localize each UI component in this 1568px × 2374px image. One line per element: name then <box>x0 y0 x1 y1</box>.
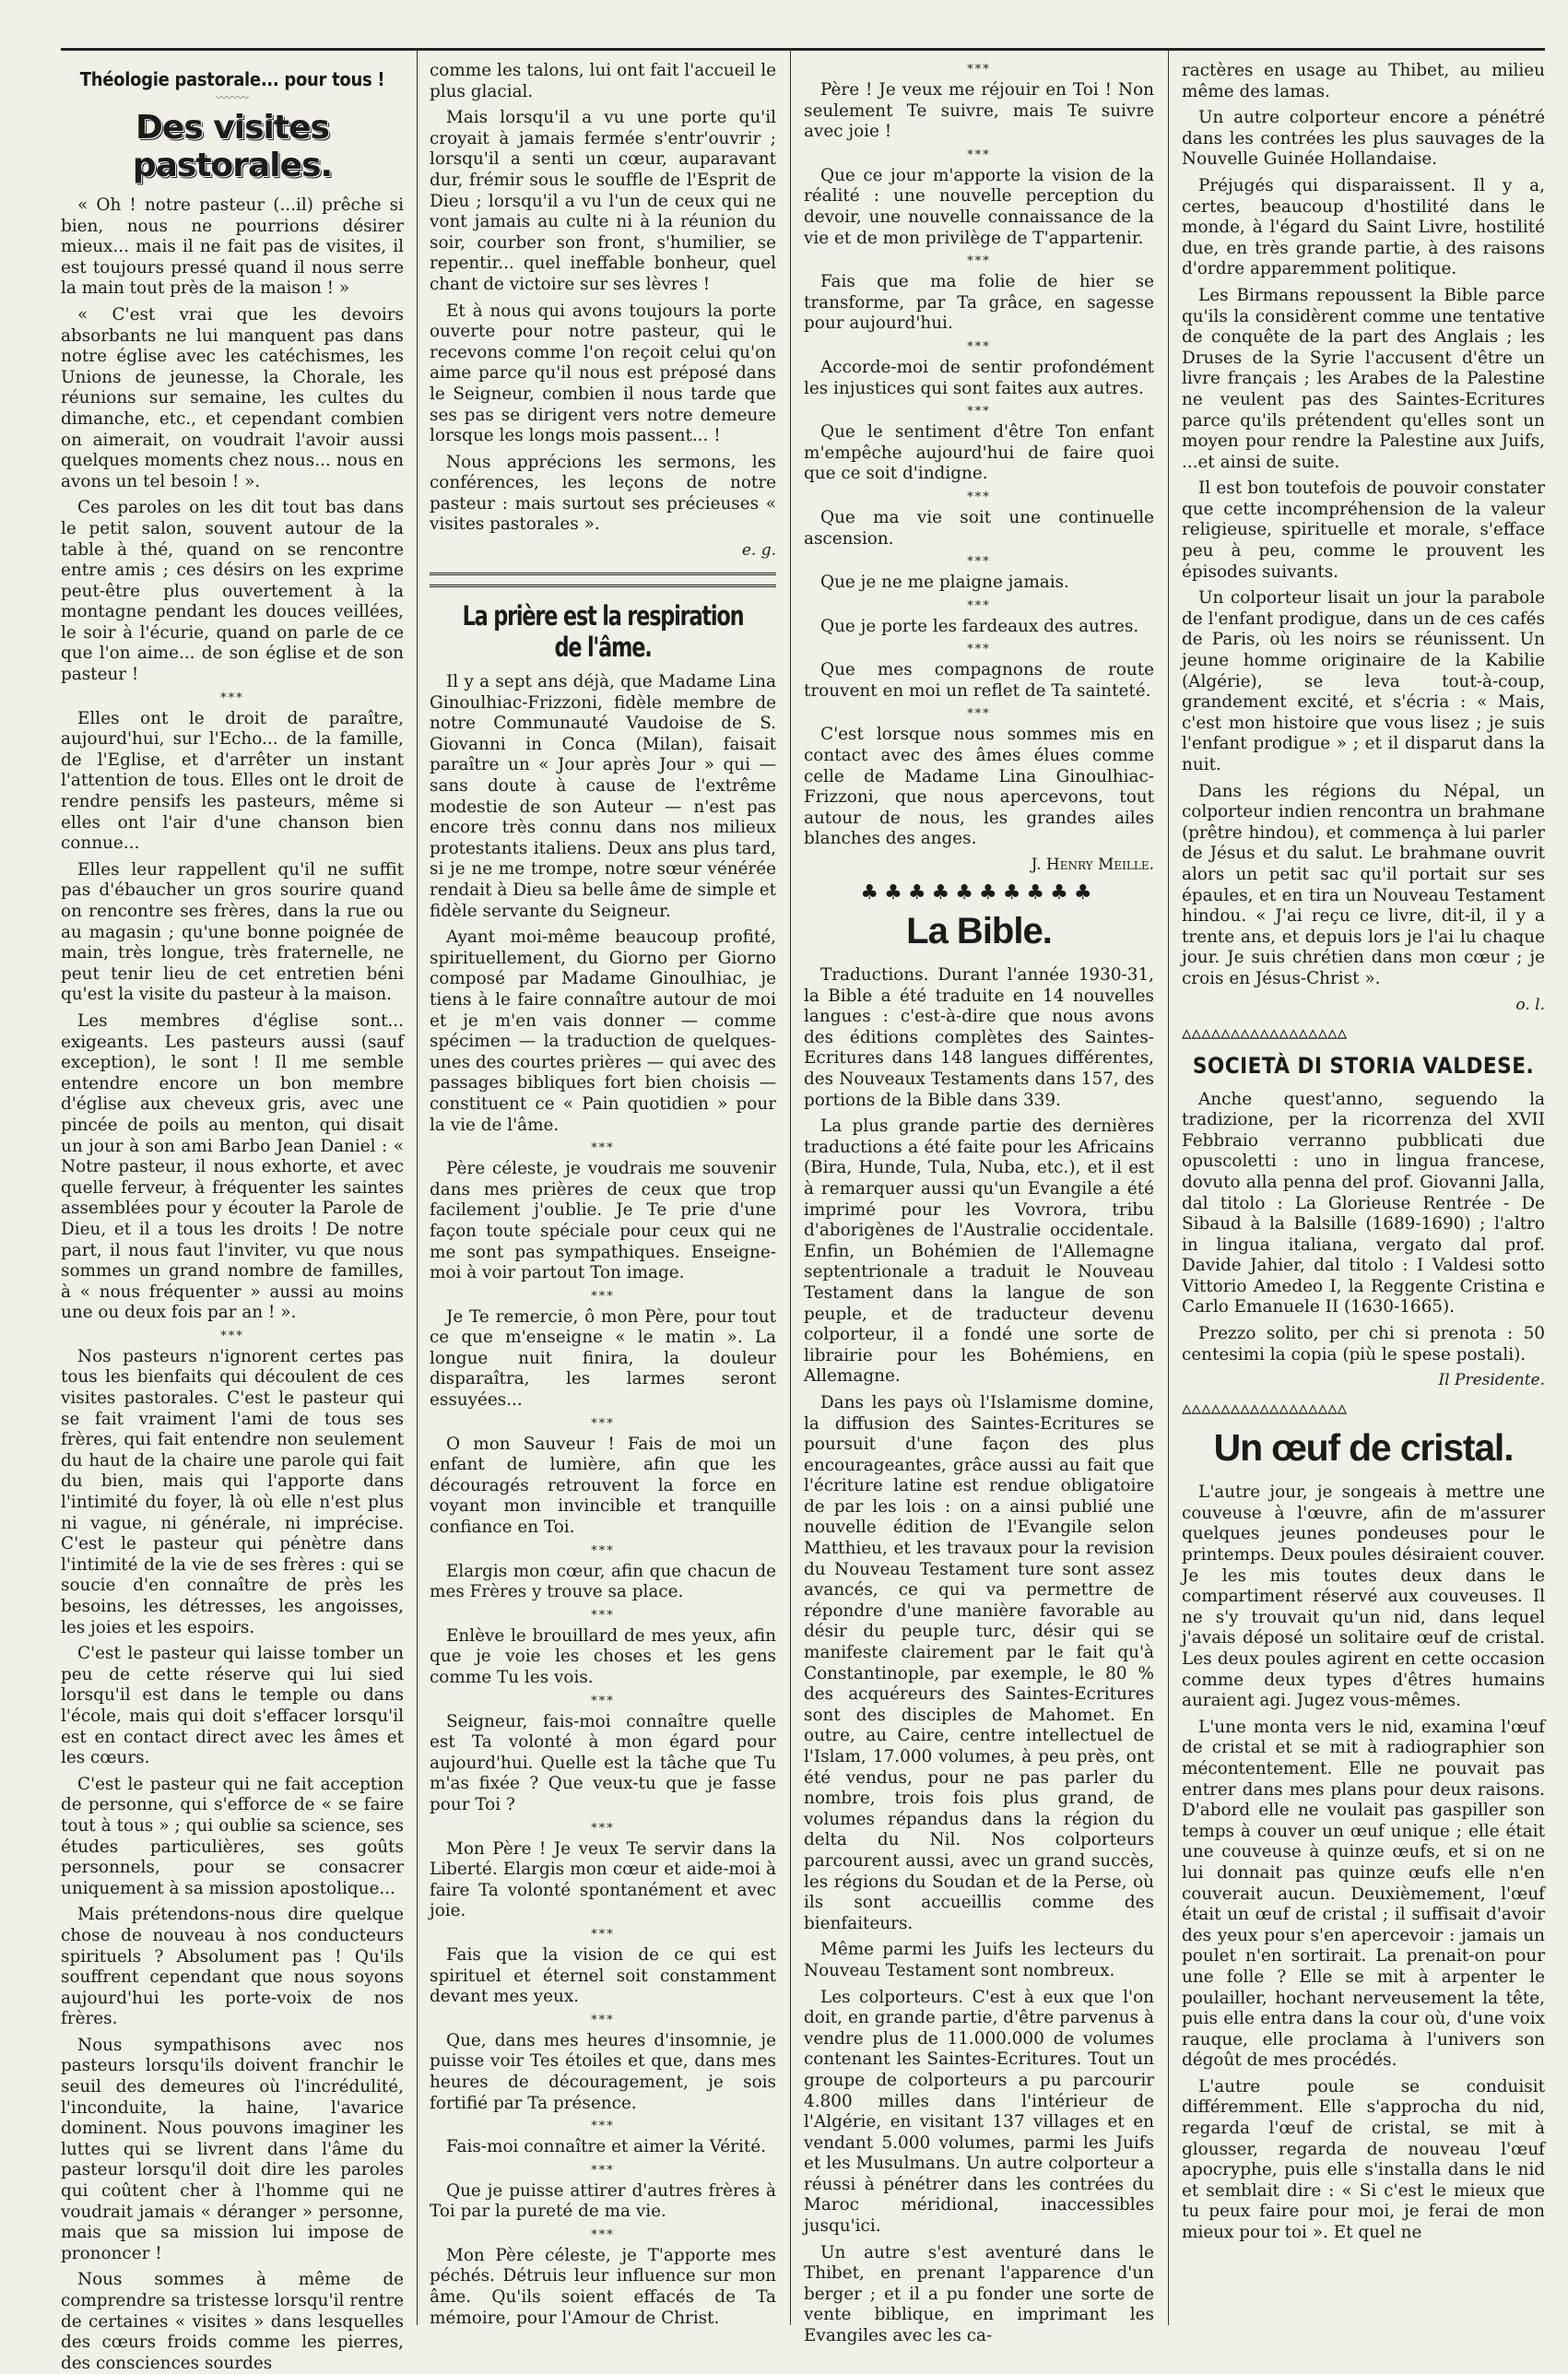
section-stars: *** <box>591 2227 615 2242</box>
paragraph: Dans les pays où l'Islamisme domine, la diffusion des Saintes-Ecritures se poursuit d'une façon des plus encourageantes, grâce aussi au fait que l'écriture latine est rendue obligatoire de par les lois : on a ainsi publié une nouvelle édition de l'Evangile selon Matthieu, et les travaux pour la revision du Nouveau Testament ture sont assez avancés, ce qui va permettre de répondre d'une manière favorable au désir du peuple turc, désir qui se manifeste clairement par le fait qu'à Constantinople, par exemple, le 80 % des acquéreurs des Saintes-Ecritures sont des disciples de Mahomet. En outre, au Caire, centre intellectuel de l'Islam, 17.000 volumes, à peu près, ont été vendus, pour ne pas parler du nombre, trois fois plus grand, de volumes répandus dans la région du delta du Nil. Nos colporteurs parcourent aussi, avec un grand succès, les régions du Soudan et de la Perse, où ils sont accueillis comme des bienfaiteurs. <box>804 1392 1154 1933</box>
section-stars: *** <box>967 490 991 504</box>
section-stars: *** <box>591 2013 615 2027</box>
section-stars: *** <box>967 555 991 570</box>
section-stars: *** <box>591 1608 615 1623</box>
paragraph: Traductions. Durant l'année 1930-31, la Bible a été traduite en 14 nouvelles langues : c'est-à-dire que nous avons des éditions complètes des Saintes-Ecritures dans 148 langues différentes, des Nouveaux Testaments dans 157, des portions de la Bible dans 339. <box>804 965 1154 1110</box>
column-rule <box>417 48 418 2325</box>
paragraph: L'autre jour, je songeais à mettre une couveuse à l'œuvre, afin de m'assurer quelques jeunes pondeuses pour le printemps. Deux poules désiraient couver. Je les mis toutes deux dans le compartiment réservé aux couveuses. Il ne s'y trouvait qu'un nid, dans lequel j'avais déposé un solitaire œuf de cristal. Les deux poules agirent en cette occasion comme deux types d'êtres humains auraient agi. Jugez vous-mêmes. <box>1182 1482 1546 1711</box>
section-stars: *** <box>967 254 991 269</box>
section-stars: *** <box>967 405 991 419</box>
paragraph: Mais lorsqu'il a vu une porte qu'il croyait à jamais fermée s'entr'ouvrir ; lorsqu'il a senti un cœur, auparavant dur, frémir sous le souffle de l'Esprit de Dieu ; lorsqu'il a vu l'un de ceux qui ne vont jamais au culte ni à la réunion du soir, courber son front, s'humilier, se repentir... quel ineffable bonheur, quel chant de victoire sur ses lèvres ! <box>430 108 776 294</box>
prayer: Mon Père ! Je veux Te servir dans la Liberté. Elargis mon cœur et aide-moi à faire Ta volonté spontanément et avec joie. <box>430 1838 776 1921</box>
prayer: Que je puisse attirer d'autres frères à Toi par la pureté de ma vie. <box>430 2180 776 2222</box>
article-title: La Bible. <box>906 911 1052 952</box>
prayer: Que mes compagnons de route trouvent en moi un reflet de Ta sainteté. <box>804 660 1154 701</box>
section-stars: *** <box>591 2120 615 2134</box>
paragraph: Dans les régions du Népal, un colporteur indien rencontra un brahmane (prêtre hindou), et commença à lui parler de Jésus et du salut. Le brahmane ouvrit alors un petit sac qu'il portait sur ses épaules, et en tira un Nouveau Testament hindou. « J'ai reçu ce livre, dit-il, il y a trente ans, et depuis lors je l'ai lu chaque jour. Je suis chrétien dans mon cœur ; je crois en Jésus-Christ ». <box>1182 781 1545 988</box>
paragraph: « Oh ! notre pasteur (...il) prêche si bien, nous ne pourrions désirer mieux... mais il ne fait pas de visites, il est toujours pressé quand il nous serre la main tout près de la maison ! » <box>61 195 404 299</box>
paragraph: C'est le pasteur qui laisse tomber un peu de cette réserve qui lui sied lorsqu'il est dans le temple ou dans l'école, mais qui doit s'effacer lorsqu'il est en contact direct avec les âmes et les cœurs. <box>61 1644 404 1768</box>
paragraph: C'est lorsque nous sommes mis en contact avec des âmes élues comme celle de Madame Lina Ginoulhiac-Frizzoni, que nous apercevons, tout autour de nous, les grandes ailes blanches des anges. <box>804 725 1154 849</box>
prayer: Elargis mon cœur, afin que chacun de mes Frères y trouve sa place. <box>430 1561 776 1602</box>
prayer: Enlève le brouillard de mes yeux, afin que je voie les choses et les gens comme Tu les vois. <box>430 1625 776 1687</box>
prayer: Seigneur, fais-moi connaître quelle est Ta volonté à mon égard pour aujourd'hui. Quelle est la tâche que Tu m'as fixée ? Que veux-tu que je fasse pour Toi ? <box>430 1711 776 1814</box>
ornament-bar <box>430 573 776 587</box>
wavy-divider: 〰〰〰 <box>215 91 249 104</box>
paragraph: Un autre colporteur encore a pénétré dans les contrées les plus sauvages de la Nouvelle Guinée Hollandaise. <box>1182 108 1545 170</box>
prayer: Que ce jour m'apporte la vision de la réalité : une nouvelle perception du devoir, une nouvelle connaissance de la vie et de mon privilège de T'appartenir. <box>804 165 1154 248</box>
signature: o. l. <box>1515 995 1545 1014</box>
prayer: Mon Père céleste, je T'apporte mes péchés. Détruis leur influence sur mon âme. Qu'ils soient effacés de Ta mémoire, pour l'Amour de Christ. <box>430 2245 776 2328</box>
section-stars: *** <box>591 1543 615 1558</box>
prayer: Je Te remercie, ô mon Père, pour tout ce que m'enseigne « le matin ». La longue nuit finira, la douleur disparaîtra, les larmes seront essuyées... <box>430 1306 776 1411</box>
paragraph: L'autre poule se conduisit différemment. Elle s'approcha du nid, regarda l'œuf de cristal, se mit à glousser, regarda de nouveau l'œuf apocryphe, puis elle s'installa dans le nid et semblait dire : « Si c'est le mieux que tu peux faire pour moi, je ferai de mon mieux pour toi ». Et quel ne <box>1182 2076 1545 2243</box>
section-stars: *** <box>591 1694 615 1708</box>
article-title: SOCIETÀ DI STORIA VALDESE. <box>1192 1052 1535 1079</box>
prayer: Que je porte les fardeaux des autres. <box>820 616 1139 636</box>
paragraph: Nos pasteurs n'ignorent certes pas tous les bienfaits qui découlent de ces visites pastorales. C'est le pasteur qui se fait vraiment l'ami de tous ses frères, qui fait entendre non seulement du haut de la chaire une parole qui fait du bien, mais qui l'apporte dans l'intimité du foyer, là où elle n'est plus ni vague, ni générale, ni imprécise. C'est le pasteur qui pénètre dans l'intimité de la vie de ses frères : qui se soucie d'en connaître de près les besoins, les détresses, les angoisses, les joies et les espoirs. <box>61 1346 404 1637</box>
section-stars: *** <box>591 2163 615 2178</box>
prayer: Que, dans mes heures d'insomnie, je puisse voir Tes étoiles et que, dans mes heures de découragement, je sois fortifié par Ta présence. <box>430 2030 776 2113</box>
section-stars: *** <box>591 1821 615 1836</box>
column-3 <box>804 61 1154 2346</box>
section-stars: *** <box>967 339 991 354</box>
paragraph: Il est bon toutefois de pouvoir constater que cette incompréhension de la valeur religieuse, spirituelle et morale, s'efface peu à peu, comme le prouvent les épisodes suivants. <box>1182 478 1545 582</box>
section-stars: *** <box>591 1927 615 1942</box>
signature: e. g. <box>741 541 776 561</box>
column-rule <box>1168 48 1169 2325</box>
prayer: Fais que ma folie de hier se transforme, par Ta grâce, en sagesse pour aujourd'hui. <box>804 272 1154 334</box>
prayer: Père céleste, je voudrais me souvenir dans mes prières de ceux que trop facilement j'oublie. Je Te prie d'une façon toute spéciale pour ceux qui ne me sont pas sympathiques. Enseigne-moi à voir partout Ton image. <box>430 1159 776 1283</box>
section-stars: *** <box>967 148 991 162</box>
top-rule <box>61 48 1545 51</box>
paragraph: Un autre s'est aventuré dans le Thibet, en prenant l'apparence d'un berger ; et il a pu fonder une sorte de vente biblique, en imprimant les Evangiles avec les ca- <box>804 2242 1154 2346</box>
paragraph: Ayant moi-même beaucoup profité, spirituellement, du Giorno per Giorno composé par Madame Ginoulhiac, je tiens à le faire connaître autour de moi et je m'en vais donner — comme spécimen — la traduction de quelques-unes des courtes prières — qui avec des passages bibliques fort bien choisis — constituent ce « Pain quotidien » pour la vie de l'âme. <box>430 927 776 1135</box>
signature: J. Henry Meille. <box>1031 856 1154 875</box>
section-stars: *** <box>967 707 991 722</box>
section-stars: *** <box>967 598 991 613</box>
section-stars: *** <box>220 691 244 705</box>
section-stars: *** <box>967 643 991 657</box>
paragraph: Les membres d'église sont... exigeants. Les pasteurs aussi (sauf exception), le sont ! Il me semble entendre encore un bon membre d'église aux cheveux gris, avec une pincée de poils au menton, qui disait un jour à son ami Barbo Jean Daniel : « Notre pasteur, il nous exhorte, et avec quelle ferveur, à fréquenter les saintes assemblées pour y écouter la Parole de Dieu, et il a tous les droits ! De notre part, il nous faut l'inviter, vu que nous sommes un grand nombre de familles, à « nous fréquenter » aussi au moins une ou deux fois par an ! ». <box>61 1010 404 1323</box>
prayer: Fais que la vision de ce qui est spirituel et éternel soit constamment devant mes yeux. <box>430 1944 776 2007</box>
section-stars: *** <box>591 1416 615 1431</box>
paragraph: L'une monta vers le nid, examina l'œuf de cristal et se mit à radiographier son mécontentement. Elle ne pouvait pas entrer dans mes plans pour deux raisons. D'abord elle ne voulait pas gaspiller son temps à couver un œuf unique ; elle était une couveuse à quinze œufs, et si on ne lui donnait pas quinze œufs elle n'en couverait aucun. Deuxièmement, l'œuf était un œuf de cristal ; il suffisait d'avoir des yeux pour s'en apercevoir : jamais un poulet n'en sortirait. La prenait-on pour une folle ? Elle se mit à arpenter le poulailler, hochant nerveusement la tête, puis elle entra dans la cour où, d'une voix rauque, elle proclama à l'univers son dégoût de mes procédés. <box>1182 1717 1545 2071</box>
paragraph: Les colporteurs. C'est à eux que l'on doit, en grande partie, d'être parvenus à vendre plus de 11.000.000 de volumes contenant les Saintes-Ecritures. Tout un groupe de colporteurs a pu parcourir 4.800 milles dans l'intérieur de l'Algérie, en visitant 137 villages et en vendant 5.000 volumes, parmi les Juifs et les Musulmans. Un autre colporteur a réussi à pénétrer dans les contrées du Maroc méridional, inaccessibles jusqu'ici. <box>804 1987 1154 2237</box>
column-2 <box>430 61 776 2328</box>
section-stars: *** <box>591 1141 615 1156</box>
paragraph: Nous apprécions les sermons, les conférences, les leçons de notre pasteur : mais surtout ses précieuses « visites pastorales ». <box>430 452 776 535</box>
article-title: Un œuf de cristal. <box>1213 1426 1514 1470</box>
triangle-ornament: ▵▵▵▵▵▵▵▵▵▵▵▵▵▵▵▵▵ <box>1182 1397 1348 1420</box>
paragraph: Les Birmans repoussent la Bible parce qu'ils la considèrent comme une tentative de conquête de la part des Anglais ; les Druses de la Syrie l'accusent d'être un livre français ; les Arabes de la Palestine ne veulent pas des Saintes-Ecritures parce qu'ils prétendent qu'elles sont un moyen pour rendre la Palestine aux Juifs, ...et ainsi de suite. <box>1182 285 1545 472</box>
paragraph: Mais prétendons-nous dire quelque chose de nouveau à nos conducteurs spirituels ? Absolument pas ! Qu'ils souffrent cependant que nous soyons aujourd'hui les porte-voix de nos frères. <box>61 1905 404 2029</box>
paragraph: ractères en usage au Thibet, au milieu même des lamas. <box>1182 61 1545 101</box>
paragraph: Elles leur rappellent qu'il ne suffit pas d'ébaucher un gros sourire quand on rencontre ses frères, dans la rue ou au magasin ; qu'une bonne poignée de main, très longue, très fraternelle, ne peut tenir lieu de cet entretien béni qu'est la visite du pasteur à la maison. <box>61 859 404 1005</box>
article-title: La prière est la respiration de l'âme. <box>462 600 744 664</box>
prayer: Accorde-moi de sentir profondément les injustices qui sont faites aux autres. <box>804 357 1154 398</box>
paragraph: Préjugés qui disparaissent. Il y a, certes, beaucoup d'hostilité dans le monde, à l'égard du Saint Livre, hostilité due, en très grande partie, à des raisons d'ordre apparemment politique. <box>1182 175 1545 279</box>
paragraph: Elles ont le droit de paraître, aujourd'hui, sur l'Echo... de la famille, de l'Eglise, et d'arrêter un instant l'attention de tous. Elles ont le droit de rendre pensifs les pasteurs, même si elles ont l'air d'une chanson bien connue... <box>61 708 404 854</box>
paragraph: Même parmi les Juifs les lecteurs du Nouveau Testament sont nombreux. <box>804 1940 1154 1980</box>
newspaper-page <box>61 48 1546 2373</box>
column-1 <box>61 61 404 2373</box>
article-kicker: Théologie pastorale... pour tous ! <box>79 68 385 90</box>
paragraph: « C'est vrai que les devoirs absorbants ne lui manquent pas dans notre église avec les catéchismes, les Unions de jeunesse, la Chorale, les réunions sur semaine, les cultes du dimanche, etc., et cependant combien on aimerait, on voudrait l'avoir aussi quelques moments chez nous... nous en avons un tel besoin ! ». <box>61 304 404 491</box>
prayer: Que le sentiment d'être Ton enfant m'empêche aujourd'hui de faire quoi que ce soit d'indigne. <box>804 422 1154 484</box>
paragraph: Ces paroles on les dit tout bas dans le petit salon, souvent autour de la table à thé, quand on se rencontre entre amis ; ces désirs on les exprime peut-être plus ouvertement à la montagne pendant les douces veillées, le soir à l'écurie, quand on parle de ce que l'on aime... de son église et de son pasteur ! <box>61 498 404 685</box>
paragraph: Prezzo solito, per chi si prenota : 50 centesimi la copia (più le spese postali). <box>1182 1324 1545 1364</box>
section-stars: *** <box>220 1329 244 1343</box>
prayer: O mon Sauveur ! Fais de moi un enfant de lumière, afin que les découragés retrouvent la force en voyant mon invincible et tranquille confiance en Toi. <box>430 1434 776 1538</box>
paragraph: comme les talons, lui ont fait l'accueil le plus glacial. <box>430 61 776 101</box>
paragraph: Un colporteur lisait un jour la parabole de l'enfant prodigue, dans un de ces cafés de Paris, où les noirs se réunissent. Un jeune homme originaire de la Kabilie (Algérie), se leva tout-à-coup, grandement excité, et s'écria : « Mais, c'est mon histoire que vous lisez ; je suis l'enfant prodigue » ; et il disparut dans la nuit. <box>1182 588 1545 774</box>
column-rule <box>790 48 791 2325</box>
clover-ornament: ♣♣♣♣♣♣♣♣♣♣ <box>860 881 1098 905</box>
article-title: Des visites pastorales. <box>132 109 333 184</box>
paragraph: Et à nous qui avons toujours la porte ouverte pour notre pasteur, qui le recevons comme l'on reçoit celui qu'on aime parce qu'il nous est préposé dans le Seigneur, combien il nous tarde que ses pas se dirigent vers notre demeure lorsque les longs mois passent... ! <box>430 301 776 446</box>
paragraph: Nous sympathisons avec nos pasteurs lorsqu'ils doivent franchir le seuil des demeures où l'incrédulité, l'inconduite, la haine, l'avarice dominent. Nous pouvons imaginer les luttes qui se livrent dans l'âme du pasteur lorsqu'il doit dire les paroles qui coûtent cher à l'homme qui ne voudrait jamais « déranger » personne, mais que sa mission lui impose de prononcer ! <box>61 2035 404 2263</box>
paragraph: Nous sommes à même de comprendre sa tristesse lorsqu'il rentre de certaines « visites » dans lesquelles des cœurs froids comme les pierres, des consciences sourdes <box>61 2270 404 2373</box>
prayer: Fais-moi connaître et aimer la Vérité. <box>446 2137 766 2157</box>
paragraph: Anche quest'anno, seguendo la tradizione, per la ricorrenza del XVII Febbraio verranno pubblicati due opuscoletti : uno in lingua francese, dovuto alla penna del prof. Giovanni Jalla, dal titolo : La Glorieuse Rentrée - De Sibaud à la Balsille (1689-1690) ; l'altro in lingua italiana, vergato dal prof. Davide Jahier, dal titolo : I Valdesi sotto Vittorio Amedeo I, la Reggente Cristina e Carlo Emanuele II (1630-1665). <box>1182 1089 1545 1317</box>
section-stars: *** <box>591 1289 615 1304</box>
prayer: Père ! Je veux me réjouir en Toi ! Non seulement Te suivre, mais Te suivre avec joie ! <box>804 80 1154 142</box>
paragraph: La plus grande partie des dernières traductions a été faite pour les Africains (Bira, Hunde, Tula, Nuba, etc.), et il est à remarquer aussi qu'un Evangile a été imprimé pour les Vovrora, tribu d'aborigènes de l'Australie occidentale. Enfin, un Bohémien de l'Allemagne septentrionale a traduit le Nouveau Testament dans la langue de son peuple, et de traducteur devenu colporteur, il a fondé une sorte de librairie pour les Bohémiens, en Allemagne. <box>804 1116 1154 1387</box>
prayer: Que ma vie soit une continuelle ascension. <box>804 507 1154 549</box>
section-stars: *** <box>967 63 991 77</box>
prayer: Que je ne me plaigne jamais. <box>820 573 1069 593</box>
column-4 <box>1182 61 1545 2325</box>
signature: Il Presidente. <box>1438 1371 1545 1390</box>
triangle-ornament: ▵▵▵▵▵▵▵▵▵▵▵▵▵▵▵▵▵ <box>1182 1021 1348 1044</box>
paragraph: Il y a sept ans déjà, que Madame Lina Ginoulhiac-Frizzoni, fidèle membre de notre Communauté Vaudoise de S. Giovanni in Conca (Milan), faisait paraître un « Jour après Jour » qui — sans doute à cause de l'extrême modestie de son Auteur — n'est pas encore très connu dans nos milieux protestants italiens. Deux ans plus tard, si je ne me trompe, notre sœur vénérée rendait à Dieu sa belle âme de simple et fidèle servante du Seigneur. <box>430 672 776 921</box>
paragraph: C'est le pasteur qui ne fait acception de personne, qui s'efforce de « se faire tout à tous » ; qui oublie sa science, ses études particulières, ses goûts personnels, pour se consacrer uniquement à sa mission apostolique... <box>61 1774 404 1898</box>
